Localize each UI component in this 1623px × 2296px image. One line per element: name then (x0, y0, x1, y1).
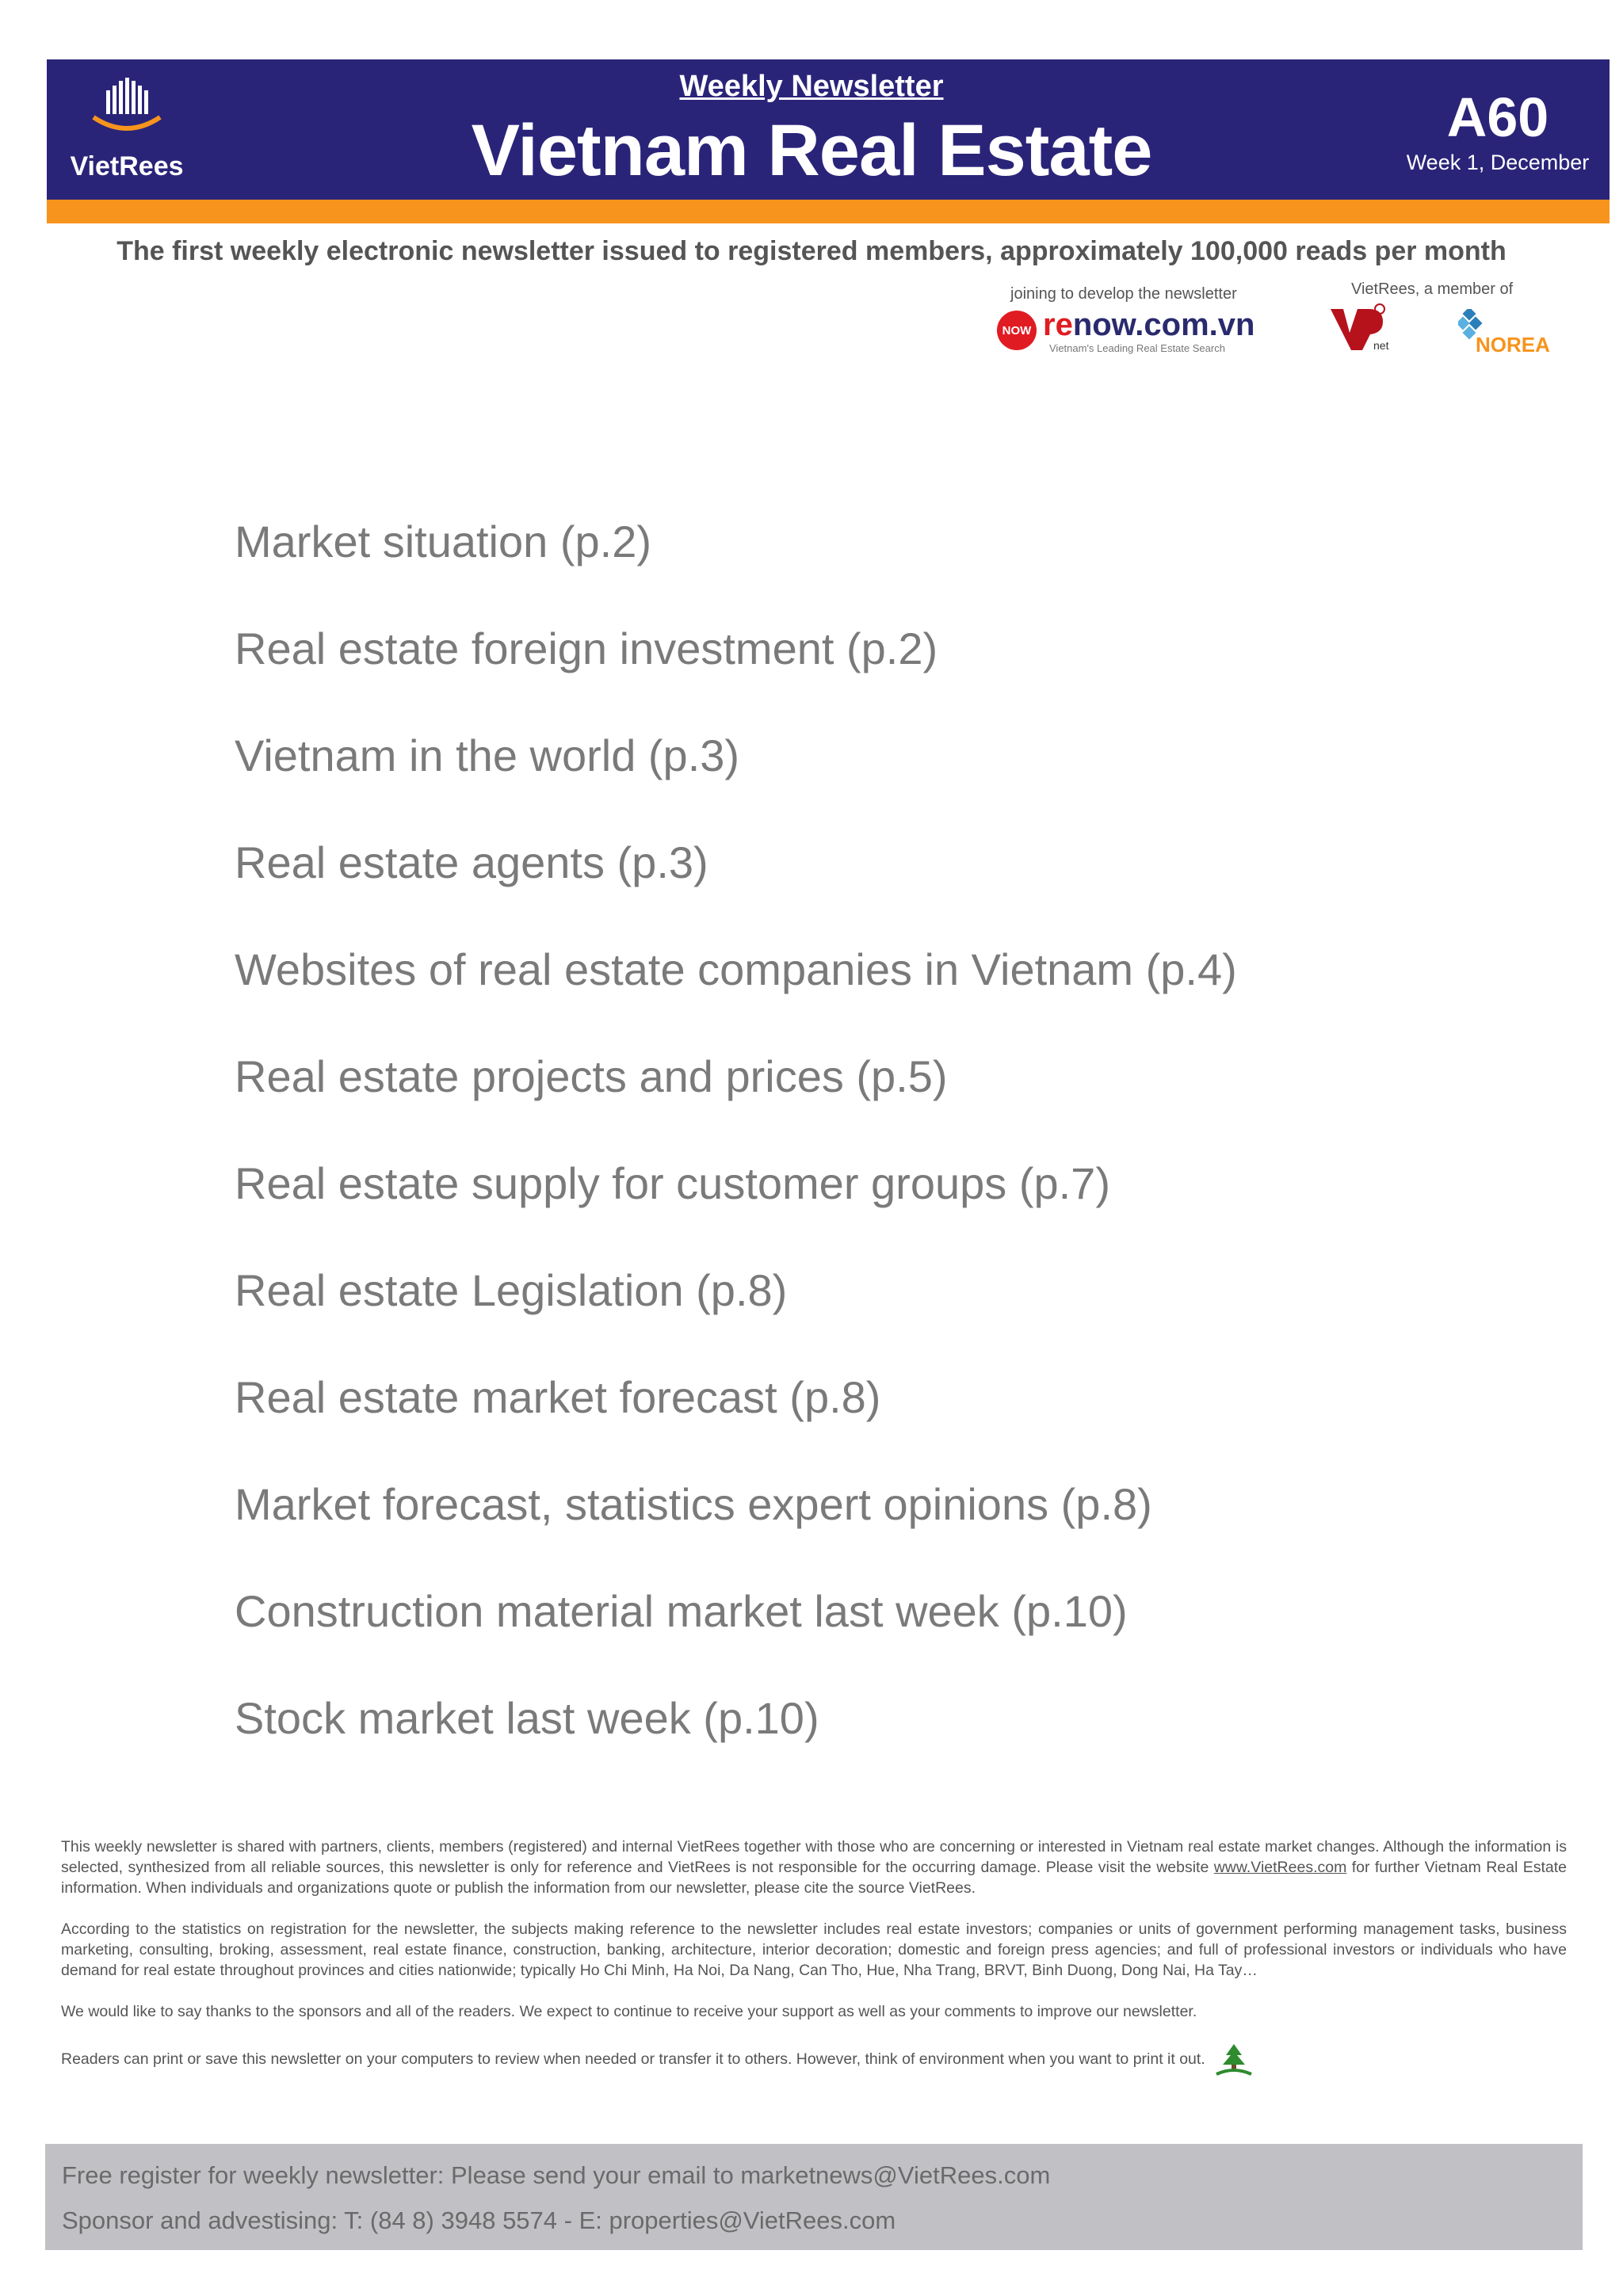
toc-item[interactable]: Vietnam in the world (p.3) (235, 730, 740, 780)
footer-contact-box (45, 2144, 1583, 2250)
newsletter-label: Weekly Newsletter (679, 70, 944, 103)
tree-icon (1215, 2042, 1253, 2077)
newsletter-title: Vietnam Real Estate (471, 110, 1152, 191)
toc-item[interactable]: Real estate supply for customer groups (p.7) (235, 1158, 1110, 1208)
toc-item[interactable]: Real estate projects and prices (p.5) (235, 1051, 948, 1101)
renow-name (1043, 307, 1254, 343)
toc-item[interactable]: Market situation (p.2) (235, 517, 651, 566)
renow-subtitle: Vietnam's Leading Real Estate Search (1049, 342, 1225, 354)
info-paragraph-print (61, 2042, 1567, 2077)
toc-item[interactable]: Stock market last week (p.10) (235, 1693, 819, 1743)
vietrees-website-link[interactable]: www.VietRees.com (1213, 1859, 1347, 1876)
renow-logo[interactable] (997, 307, 1266, 353)
toc-item[interactable]: Real estate agents (p.3) (235, 837, 708, 887)
member-label: VietRees, a member of (1351, 280, 1514, 298)
vr-net-logo[interactable] (1327, 301, 1391, 357)
toc-item[interactable]: Market forecast, statistics expert opinions (p.8) (235, 1479, 1152, 1529)
norea-text: NOREA (1476, 333, 1550, 357)
norea-logo[interactable] (1458, 309, 1561, 357)
joining-label: joining to develop the newsletter (1010, 285, 1237, 303)
info-paragraph-thanks: We would like to say thanks to the sponsors and all of the readers. We expect to continue to receive your support as well as your comments to improve our newsletter. (61, 2003, 1197, 2020)
info-paragraph-audience: According to the statistics on registration for the newsletter, the subjects making reference to the newsletter includes real estate investors; companies or units of government performing management tasks, business marketing, consulting, broking, assessment, real estate finance, construction, banking, architecture, interior decoration; domestic and foreign press agencies; and full of professional investors or individuals who have demand for real estate throughout provinces and cities nationwide; typically Ho Chi Minh, Ha Noi, Da Nang, Can Tho, Hue, Nha Trang, BRVT, Binh Duong, Dong Nai, Ha Tay… (61, 1920, 1567, 1979)
renow-name-red: re (1043, 307, 1073, 342)
toc-item[interactable]: Real estate market forecast (p.8) (235, 1372, 881, 1422)
footer-sponsor-line: Sponsor and advestising: T: (84 8) 3948 5574 - E: properties@VietRees.com (62, 2206, 896, 2234)
toc-item[interactable]: Real estate Legislation (p.8) (235, 1265, 788, 1315)
tagline: The first weekly electronic newsletter issued to registered members, approximately 100,000 reads per month (116, 236, 1507, 266)
toc-item[interactable]: Real estate foreign investment (p.2) (235, 624, 938, 673)
renow-badge: NOW (997, 311, 1037, 350)
info-text: Readers can print or save this newsletter on your computers to review when needed or transfer it to others. However, think of environment when you want to print it out. (61, 2050, 1205, 2069)
info-text: This weekly newsletter is shared with partners, clients, members (registered) and internal VietRees together with those who are concerning or interested in Vietnam real estate market changes. Although the information is selected, synthesized from all reliable sources, this newsletter is only for reference and VietRees is not responsible for the occurring damage. Please visit the website (61, 1838, 1567, 1876)
header-accent-stripe (47, 200, 1610, 223)
vr-net-suffix: net (1373, 339, 1389, 352)
info-paragraph-disclaimer (61, 1836, 1567, 1898)
info-text: for further Vietnam Real Estate information. When individuals and organizations quote or publish the information from our newsletter, please cite the source VietRees. (61, 1859, 1567, 1897)
issue-code: A60 (1446, 86, 1549, 148)
footer-register-line: Free register for weekly newsletter: Please send your email to marketnews@VietRees.com (62, 2161, 1051, 2189)
toc-item[interactable]: Construction material market last week (p.10) (235, 1586, 1128, 1636)
logo-text: VietRees (70, 151, 184, 181)
issue-week: Week 1, December (1406, 151, 1590, 174)
table-of-contents (235, 503, 1237, 1787)
info-section (61, 1836, 1567, 2098)
renow-name-dark: now.com.vn (1072, 307, 1255, 342)
toc-item[interactable]: Websites of real estate companies in Vietnam (p.4) (235, 944, 1237, 994)
